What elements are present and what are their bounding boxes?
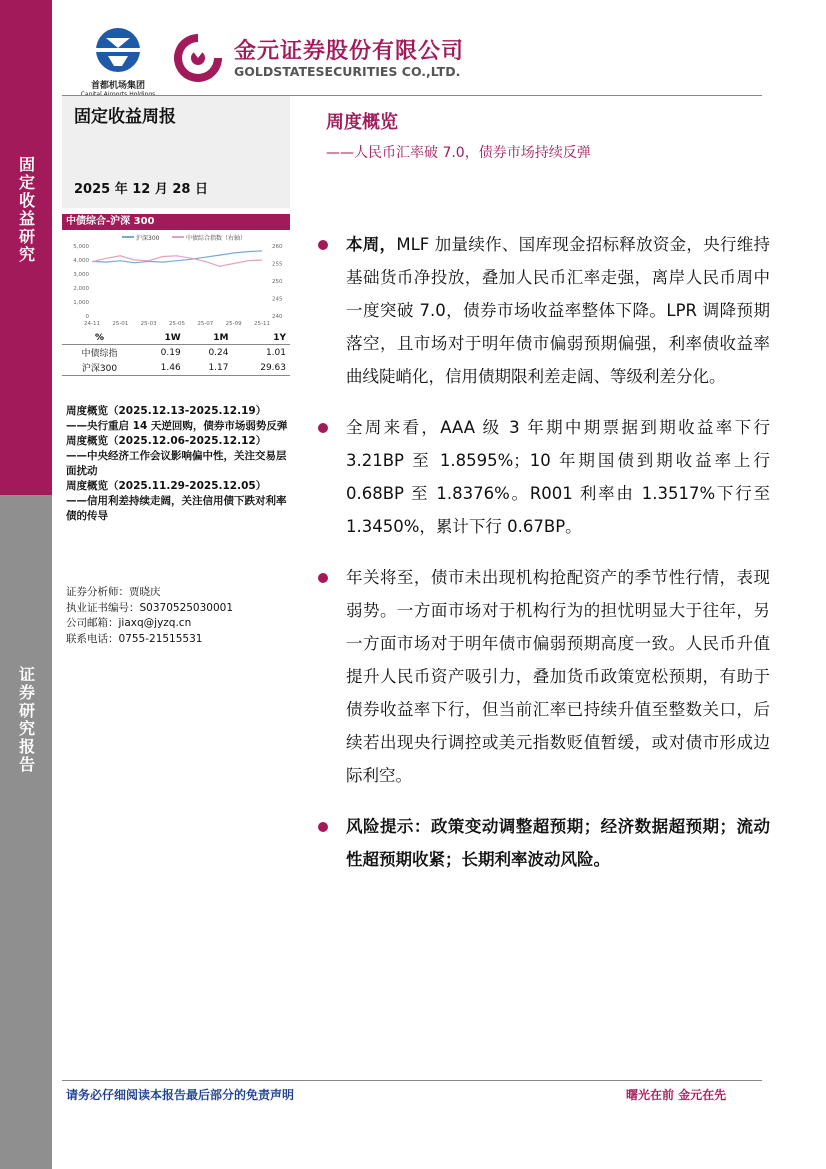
related-reports <box>66 404 288 524</box>
related-report-desc: ——中央经济工作会议影响偏中性，关注交易层面扰动 <box>66 450 287 477</box>
airport-logo-text: 首都机场集团 <box>90 81 145 91</box>
analyst-phone: 联系电话：0755-21515531 <box>66 632 203 645</box>
goldstate-emblem-icon <box>168 28 228 88</box>
table-cell: 中债综指 <box>81 349 118 359</box>
table-cell: 1.46 <box>137 360 185 376</box>
y-right-tick-label: 250 <box>272 279 283 285</box>
chart-title: 中债综合-沪深 300 <box>62 214 290 230</box>
related-report-title: 周度概览（2025.12.13-2025.12.19） <box>66 405 267 417</box>
table-header: % <box>62 332 137 345</box>
paragraph-lead: 本周， <box>346 235 397 254</box>
x-tick-label: 25-03 <box>140 321 157 327</box>
x-tick-label: 25-01 <box>112 321 129 327</box>
y-left-tick-label: 1,000 <box>73 300 89 306</box>
paragraph-text: 风险提示：政策变动调整超预期；经济数据超预期；流动性超预期收紧；长期利率波动风险。 <box>346 817 770 869</box>
paragraph-text: 全周来看，AAA 级 3 年期中期票据到期收益率下行 3.21BP 至 1.8595%；10 年期国债到期收益率上行 0.68BP 至 1.8376%。R001 利率由 1.3517%下行至 1.3450%，累计下行 0.67BP。 <box>346 418 770 536</box>
x-tick-label: 25-11 <box>254 321 270 327</box>
bullet-icon <box>318 240 328 250</box>
airport-emblem-icon <box>78 24 158 74</box>
sidebar-bottom-band <box>0 495 52 1169</box>
analyst-info <box>66 585 233 647</box>
y-left-tick-label: 2,000 <box>73 286 89 292</box>
footer-divider <box>62 1080 762 1081</box>
table-cell: 沪深300 <box>62 360 137 376</box>
analyst-name: 证券分析师：贾晓庆 <box>66 586 161 598</box>
x-tick-label: 24-11 <box>84 321 100 327</box>
related-report-title: 周度概览（2025.11.29-2025.12.05） <box>66 480 267 492</box>
paragraph-text: MLF 加量续作、国库现金招标释放资金，央行维持基础货币净投放，叠加人民币汇率走强，离岸人民币周中一度突破 7.0，债券市场收益率整体下降。LPR 调降预期落空，且市场对于明年债市偏弱预期偏强，利率债收益率曲线陡峭化，信用债期限利差走阔、等级利差分化。 <box>346 235 770 386</box>
x-tick-label: 25-05 <box>169 321 185 327</box>
table-header-row <box>62 332 290 345</box>
bullet-icon <box>318 423 328 433</box>
table-header: 1M <box>185 332 233 345</box>
related-report[interactable] <box>66 404 288 434</box>
summary-paragraph <box>318 561 770 792</box>
table-cell: 1.17 <box>185 360 233 376</box>
table-header: 1W <box>137 332 185 345</box>
table-row <box>62 345 290 361</box>
table-cell: 0.19 <box>160 347 181 358</box>
page-title: 周度概览 <box>326 112 398 133</box>
x-tick-label: 25-07 <box>197 321 214 327</box>
page-subtitle: ——人民币汇率破 7.0，债券市场持续反弹 <box>326 145 591 161</box>
y-right-tick-label: 240 <box>272 314 283 320</box>
report-body <box>318 228 770 894</box>
table-cell: 1.01 <box>265 347 286 358</box>
y-left-tick-label: 4,000 <box>73 258 89 264</box>
capital-airports-logo <box>78 24 158 90</box>
sidebar-top-band <box>0 0 52 495</box>
related-report-title: 周度概览（2025.12.06-2025.12.12） <box>66 435 267 447</box>
goldstate-logo <box>168 28 498 88</box>
footer-slogan: 曙光在前 金元在先 <box>626 1088 727 1102</box>
bullet-icon <box>318 822 328 832</box>
summary-paragraph <box>318 228 770 393</box>
y-left-tick-label: 5,000 <box>73 244 89 250</box>
table-row <box>62 360 290 376</box>
disclaimer-link[interactable]: 请务必仔细阅读本报告最后部分的免责声明 <box>66 1088 295 1102</box>
legend-label-hs300: 沪深300 <box>136 235 160 242</box>
sidebar-top-label: 固定收益研究 <box>16 156 36 264</box>
bullet-icon <box>318 573 328 583</box>
report-date: 2025 年 12 月 28 日 <box>74 182 208 197</box>
report-type: 固定收益周报 <box>74 107 176 127</box>
related-report-desc: ——信用利差持续走阔，关注信用债下跌对利率债的传导 <box>66 495 287 522</box>
related-report[interactable] <box>66 479 288 524</box>
y-right-tick-label: 260 <box>272 244 283 250</box>
legend-label-bond: 中债综合指数（右轴） <box>186 235 247 242</box>
y-right-tick-label: 255 <box>272 261 283 268</box>
analyst-license: 执业证书编号：S0370525030001 <box>66 601 234 614</box>
left-sidebar <box>0 0 52 1169</box>
related-report-desc: ——央行重启 14 天逆回购，债券市场弱势反弹 <box>66 420 288 432</box>
index-line-chart <box>62 232 290 330</box>
related-report[interactable] <box>66 434 288 479</box>
risk-warning <box>318 810 770 876</box>
table-header: 1Y <box>232 332 290 345</box>
table-cell: 0.24 <box>208 347 229 358</box>
table-cell: 29.63 <box>232 360 290 376</box>
x-tick-label: 25-09 <box>225 321 242 327</box>
summary-paragraph <box>318 411 770 543</box>
y-left-tick-label: 0 <box>85 314 89 320</box>
analyst-email[interactable]: 公司邮箱：jiaxq@jyzq.cn <box>66 617 192 629</box>
company-name-cn: 金元证券股份有限公司 <box>234 39 465 64</box>
sidebar-bottom-label: 证券研究报告 <box>16 666 36 774</box>
y-right-tick-label: 245 <box>272 296 283 303</box>
performance-table <box>62 332 290 376</box>
y-left-tick-label: 3,000 <box>73 272 89 278</box>
paragraph-text: 年关将至，债市未出现机构抢配资产的季节性行情，表现弱势。一方面市场对于机构行为的担忧明显大于往年，另一方面市场对于明年债市偏弱预期高度一致。人民币升值提升人民币资产吸引力，叠加货币政策宽松预期，有助于债券收益率下行，但当前汇率已持续升值至整数关口，后续若出现央行调控或美元指数贬值暂缓，或对债市形成边际利空。 <box>346 568 770 785</box>
company-name-en: GOLDSTATESECURITIES CO.,LTD. <box>234 64 461 79</box>
